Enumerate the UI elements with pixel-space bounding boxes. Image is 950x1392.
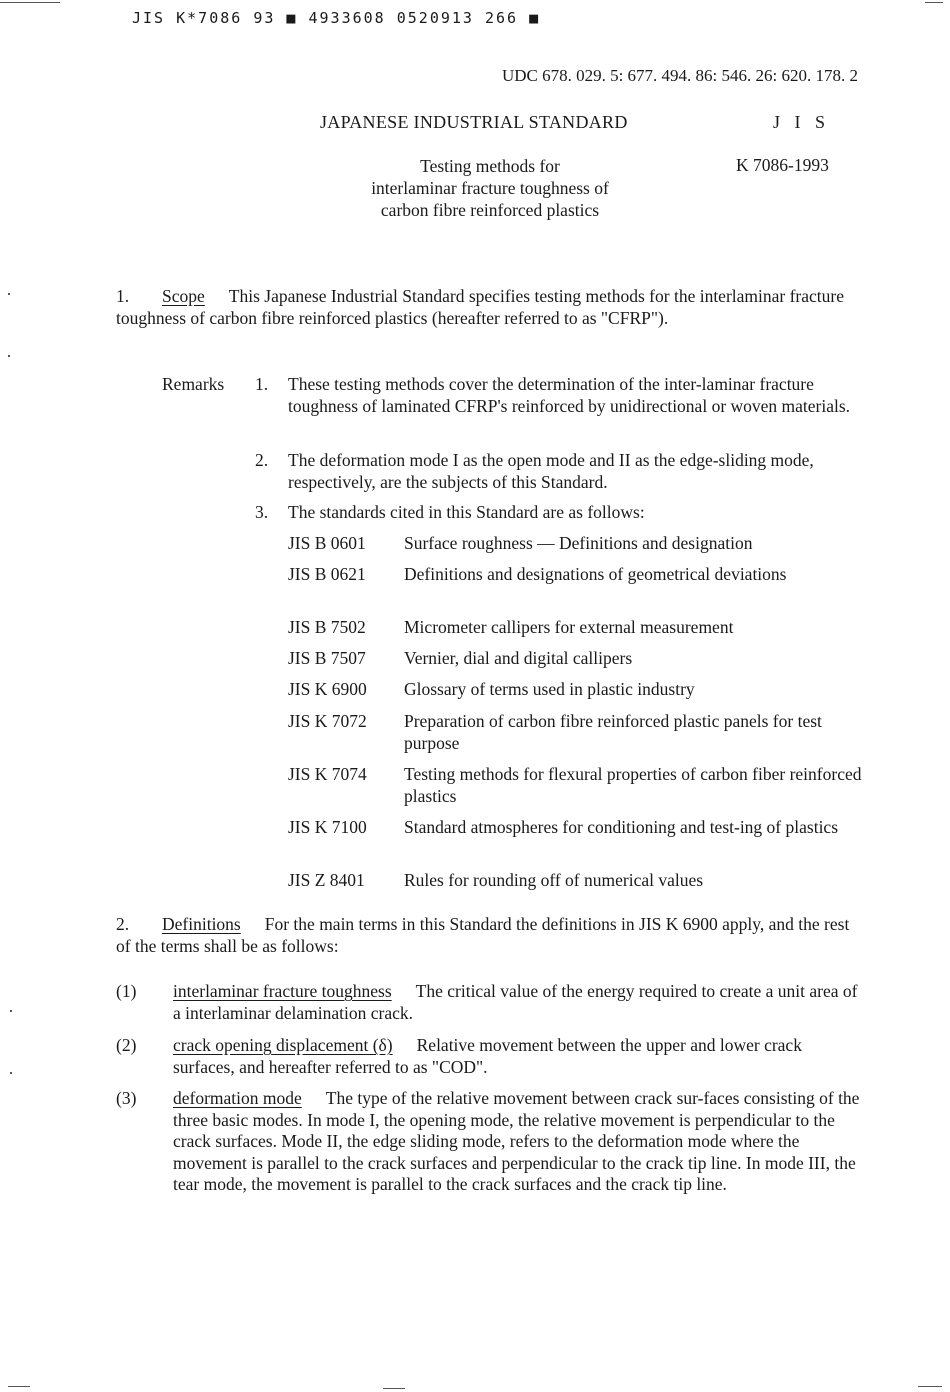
cited-standard — [288, 564, 868, 586]
cited-title: Standard atmospheres for conditioning and test-ing of plastics — [404, 817, 839, 837]
cited-code: JIS K 6900 — [288, 679, 367, 699]
section-heading: Definitions — [162, 914, 241, 934]
definition-number: (2) — [116, 1035, 137, 1055]
cited-code: JIS B 0601 — [288, 533, 366, 553]
title-line: Testing methods for — [420, 156, 560, 176]
section-number: 2. — [116, 914, 130, 934]
definition-term: crack opening displacement (δ) — [173, 1035, 393, 1055]
cited-code: JIS K 7100 — [288, 817, 367, 837]
scan-speck — [8, 355, 10, 357]
scope-section — [116, 286, 861, 329]
cited-standard — [288, 533, 868, 555]
definition-text: The critical value of the energy required to create a unit area of a interlaminar delamination crack. — [173, 981, 858, 1023]
remark-number: 3. — [255, 502, 269, 522]
definition-number: (1) — [116, 981, 137, 1001]
scan-mark — [383, 1388, 405, 1389]
remark-number: 2. — [255, 450, 269, 470]
cited-code: JIS B 7502 — [288, 617, 366, 637]
definition-term: deformation mode — [173, 1088, 302, 1108]
barcode-line: JIS K*7086 93 ■ 4933608 0520913 266 ■ — [132, 9, 541, 27]
remarks-label: Remarks — [162, 374, 225, 394]
remark-item — [255, 450, 855, 493]
standard-number: K 7086-1993 — [736, 155, 829, 175]
cited-title: Testing methods for flexural properties of carbon fiber reinforced plastics — [404, 764, 862, 806]
definitions-section — [116, 914, 861, 957]
scan-mark — [0, 2, 60, 3]
scan-mark — [925, 2, 943, 3]
title-line: interlaminar fracture toughness of — [371, 178, 609, 198]
cited-code: JIS K 7072 — [288, 711, 367, 731]
remark-item — [255, 502, 855, 524]
cited-standard — [288, 817, 868, 839]
scan-mark — [8, 1386, 30, 1387]
cited-title: Glossary of terms used in plastic industry — [404, 679, 695, 699]
remark-text: These testing methods cover the determination of the inter-laminar fracture toughness of laminated CFRP's reinforced by unidirectional or woven materials. — [288, 374, 851, 416]
scan-speck — [10, 1072, 12, 1074]
definition-item — [116, 1088, 861, 1196]
standard-title: JAPANESE INDUSTRIAL STANDARD — [320, 112, 628, 132]
cited-standard — [288, 711, 868, 754]
scan-speck — [10, 1010, 12, 1012]
cited-title: Definitions and designations of geometrical deviations — [404, 564, 787, 584]
section-text: This Japanese Industrial Standard specifies testing methods for the interlaminar fracture toughness of carbon fibre reinforced plastics (hereafter referred to as "CFRP"). — [116, 286, 844, 328]
definition-item — [116, 1035, 861, 1078]
cited-standard — [288, 648, 868, 670]
cited-code: JIS B 0621 — [288, 564, 366, 584]
remark-item — [255, 374, 855, 417]
scan-speck — [8, 293, 10, 295]
cited-standard — [288, 617, 868, 639]
document-title — [320, 155, 660, 221]
title-line: carbon fibre reinforced plastics — [380, 200, 600, 220]
section-text: For the main terms in this Standard the definitions in JIS K 6900 apply, and the rest of the terms shall be as follows: — [116, 914, 850, 956]
cited-code: JIS Z 8401 — [288, 870, 365, 890]
definition-number: (3) — [116, 1088, 137, 1108]
cited-code: JIS K 7074 — [288, 764, 367, 784]
cited-title: Preparation of carbon fibre reinforced plastic panels for test purpose — [404, 711, 822, 753]
definition-text: Relative movement between the upper and lower crack surfaces, and hereafter referred to as "COD". — [173, 1035, 802, 1077]
cited-standard — [288, 764, 868, 807]
jis-label: J I S — [773, 112, 831, 132]
cited-title: Rules for rounding off of numerical values — [404, 870, 704, 890]
cited-code: JIS B 7507 — [288, 648, 366, 668]
remark-text: The standards cited in this Standard are as follows: — [288, 502, 645, 522]
remark-number: 1. — [255, 374, 269, 394]
definition-text: The type of the relative movement between crack sur-faces consisting of the three basic modes. In mode I, the opening mode, the relative movement is perpendicular to the crack surfaces. Mode II, the edge sliding mode, refers to the deformation mode where the movement is parallel to the crack surfaces and perpendicular to the crack tip line. In mode III, the tear mode, the movement is parallel to the crack surfaces and the crack tip line. — [173, 1088, 860, 1194]
remark-text: The deformation mode I as the open mode and II as the edge-sliding mode, respectively, are the subjects of this Standard. — [288, 450, 814, 492]
cited-title: Vernier, dial and digital callipers — [404, 648, 633, 668]
cited-standard — [288, 679, 868, 701]
cited-title: Surface roughness — Definitions and designation — [404, 533, 753, 553]
cited-standard — [288, 870, 868, 892]
section-heading: Scope — [162, 286, 205, 306]
scan-mark — [918, 1386, 942, 1387]
section-number: 1. — [116, 286, 130, 306]
definition-term: interlaminar fracture toughness — [173, 981, 392, 1001]
cited-title: Micrometer callipers for external measurement — [404, 617, 734, 637]
udc-number: UDC 678. 029. 5: 677. 494. 86: 546. 26: 620. 178. 2 — [501, 66, 858, 85]
definition-item — [116, 981, 861, 1024]
